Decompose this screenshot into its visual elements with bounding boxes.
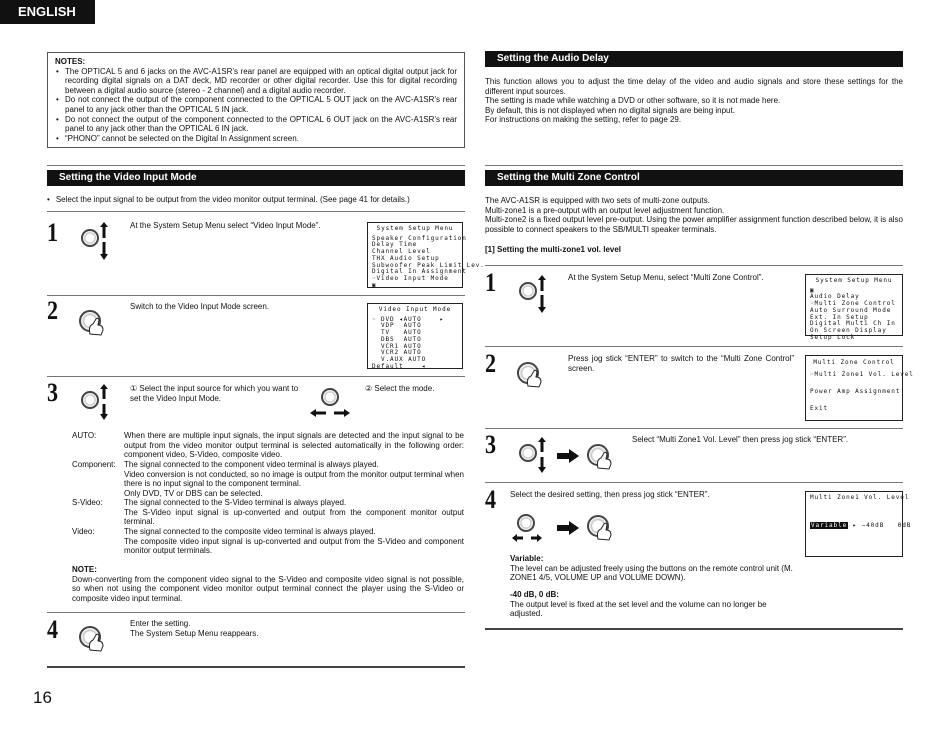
note-block <box>72 565 464 603</box>
def-term: AUTO: <box>72 431 97 440</box>
step-number: 4 <box>485 485 497 514</box>
enter-press-icon <box>78 622 106 652</box>
osd-line: Subwoofer Peak Limit Lev. <box>372 261 485 269</box>
osd-line: Digital In Assignment <box>372 268 467 276</box>
paragraph: The setting is made while watching a DVD or other software, so it is not made here. <box>485 96 781 106</box>
enter-press-icon <box>78 306 106 336</box>
paragraph: By default, this is not displayed when no digital signals are being input. <box>485 105 735 115</box>
fixed-text: The output level is fixed at the set level and the volume can no longer be adjusted. <box>510 599 767 619</box>
osd-line: DBS AUTO <box>372 335 422 343</box>
divider <box>47 612 465 613</box>
step-number: 4 <box>47 615 59 644</box>
step-number: 2 <box>485 349 497 378</box>
osd-line: ☞Multi Zone1 Vol. Level <box>810 370 914 378</box>
osd-line: Audio Delay <box>810 293 860 301</box>
osd-line: ☞ DVD ◂AUTO ▸ <box>372 315 445 323</box>
osd-system-setup-menu <box>367 222 485 289</box>
step-text: Switch to the Video Input Mode screen. <box>130 302 270 311</box>
osd-line: VDP AUTO <box>372 322 422 330</box>
osd-multi-zone1-vol-level <box>805 491 912 557</box>
osd-line: TV AUTO <box>372 329 422 337</box>
video-input-intro: • Select the input signal to be output from the video monitor output terminal. (See page 41 for details.) <box>47 195 410 204</box>
osd-line: VCR2 AUTO <box>372 349 422 357</box>
page-number: 16 <box>33 688 52 707</box>
divider <box>485 482 903 483</box>
osd-options: ▸ −40dB 0dB <box>852 522 912 530</box>
jog-stick-icon <box>80 222 120 262</box>
step-text: Select the desired setting, then press jog stick “ENTER”. <box>510 490 710 499</box>
paragraph: Multi-zone1 is a pre-output with an output level adjustment function. <box>485 205 725 215</box>
osd-line: Default ◂ <box>372 362 427 370</box>
variable-block <box>510 554 795 583</box>
mode-definitions <box>0 431 470 561</box>
osd-line: VCR1 AUTO <box>372 342 422 350</box>
list-item: • “PHONO” cannot be selected on the Digital In Assignment screen. <box>63 134 457 144</box>
osd-title: Multi Zone1 Vol. Level <box>810 494 910 501</box>
divider <box>47 295 465 296</box>
osd-line: ▣ <box>372 281 377 289</box>
osd-title: Multi Zone Control <box>813 359 895 366</box>
section-heading-multi-zone: Setting the Multi Zone Control <box>485 170 903 186</box>
enter-press-icon <box>586 440 614 470</box>
variable-title: Variable: <box>510 554 544 563</box>
def-body: The signal connected to the S-Video terminal is always played. The S-Video input signal is up-converted and output from the component monitor output terminal. <box>124 498 464 527</box>
subheading: [1] Setting the multi-zone1 vol. level <box>485 245 622 254</box>
osd-line: Delay Time <box>372 241 418 249</box>
osd-line: Channel Level <box>372 248 431 256</box>
notes-list <box>55 67 457 144</box>
divider <box>485 346 903 347</box>
arrow-right-icon <box>557 521 579 535</box>
osd-line: Power Amp Assignment <box>810 387 901 395</box>
intro-text: Select the input signal to be output from the video monitor output terminal. (See page 41 for details.) <box>55 195 410 204</box>
divider <box>485 628 903 630</box>
osd-line: ☞Multi Zone Control <box>810 300 896 308</box>
osd-line: ☞Video Input Mode <box>372 274 449 282</box>
def-term: Video: <box>72 527 95 536</box>
step-text: Select “Multi Zone1 Vol. Level” then press jog stick “ENTER”. <box>632 435 849 444</box>
jog-stick-lr-icon <box>310 384 350 420</box>
notes-title: NOTES: <box>55 57 86 66</box>
osd-line: Auto Surround Mode <box>810 306 892 314</box>
osd-system-setup-menu <box>805 274 903 341</box>
jog-stick-icon <box>80 384 120 422</box>
section-heading-audio-delay: Setting the Audio Delay <box>485 51 903 67</box>
def-body: When there are multiple input signals, the input signals are detected and the input signal to be output from the video monitor output terminal is selected automatically in the following order: component video, S-Video, composite video. <box>124 431 464 460</box>
step-number: 1 <box>485 268 497 297</box>
divider <box>485 165 903 166</box>
step-text: Press jog stick “ENTER” to switch to the “Multi Zone Control” screen. <box>568 354 794 373</box>
audio-delay-text <box>485 77 903 125</box>
paragraph: The AVC-A1SR is equipped with two sets of multi-zone outputs. <box>485 196 710 205</box>
step-number: 1 <box>47 218 59 247</box>
divider <box>485 265 903 266</box>
divider <box>47 211 465 212</box>
section-heading-video-input: Setting the Video Input Mode <box>47 170 465 186</box>
step-number: 3 <box>485 430 497 459</box>
osd-line: Setup Lock <box>810 333 856 341</box>
enter-press-icon <box>586 511 614 541</box>
step-text: At the System Setup Menu, select “Multi Zone Control”. <box>568 273 764 282</box>
osd-selected-value: Variable <box>811 522 848 530</box>
variable-text: The level can be adjusted freely using the buttons on the remote control unit (M. ZONE1 4/5, VOLUME UP and VOLUME DOWN). <box>510 563 793 583</box>
step-text-b: ② Select the mode. <box>365 384 435 393</box>
jog-stick-icon <box>518 275 558 315</box>
osd-video-input-mode <box>367 303 463 369</box>
arrow-right-icon <box>557 449 579 463</box>
def-body: The signal connected to the component video terminal is always played. Video conversion is not conducted, so no image is output from the monitor output terminal when there is no input signal to the component terminal. Only DVD, TV or DBS can be selected. <box>124 460 464 498</box>
osd-line: Speaker Configuration <box>372 234 467 242</box>
step-text-a: ① Select the input source for which you want to set the Video Input Mode. <box>130 384 299 403</box>
paragraph: For instructions on making the setting, refer to page 29. <box>485 115 682 125</box>
list-item: • The OPTICAL 5 and 6 jacks on the AVC-A1SR’s rear panel are equipped with an optical digital output jack for recording digital signals on a DAT deck, MD recorder or other digital recorder. Use this for digital recording between a digital audio source (stereo - 2 channel) and a digital audio recorder. <box>63 67 457 96</box>
paragraph: Multi-zone2 is a fixed output level pre-output. Using the power amplifier assignment function described below, it is also possible to connect speakers to the SB/MULTI speaker terminals. <box>485 215 903 234</box>
enter-press-icon <box>516 358 544 388</box>
def-term: Component: <box>72 460 116 469</box>
osd-title: System Setup Menu <box>815 277 893 284</box>
divider <box>47 376 465 377</box>
osd-line: Ext. In Setup <box>810 313 869 321</box>
multi-zone-text <box>485 196 903 234</box>
osd-line: Digital Multi Ch In <box>810 320 896 328</box>
jog-stick-icon <box>518 437 558 475</box>
language-tab: ENGLISH <box>0 0 95 24</box>
fixed-title: -40 dB, 0 dB: <box>510 590 559 599</box>
divider <box>47 165 465 166</box>
jog-stick-lr-icon <box>512 508 540 538</box>
paragraph: This function allows you to adjust the time delay of the video and audio signals and store these settings for the different input sources. <box>485 77 903 96</box>
def-term: S-Video: <box>72 498 103 507</box>
divider <box>485 428 903 429</box>
list-item: • Do not connect the output of the component connected to the OPTICAL 6 OUT jack on the AVC-A1SR’s rear panel to any jack other than the OPTICAL 6 IN jack. <box>63 115 457 134</box>
def-body: The signal connected to the composite video terminal is always played. The composite video input signal is up-converted and output from the S-Video and component monitor output terminals. <box>124 527 464 556</box>
osd-line: THX Audio Setup <box>372 254 440 262</box>
osd-multi-zone-control <box>805 355 914 421</box>
osd-line: Exit <box>810 404 829 412</box>
note-title: NOTE: <box>72 565 97 574</box>
step-number: 3 <box>47 378 59 407</box>
step-text: At the System Setup Menu select “Video Input Mode”. <box>130 221 321 230</box>
divider <box>47 666 465 668</box>
osd-line: ▣ <box>810 286 815 294</box>
notes-box <box>47 52 465 148</box>
list-item: • Do not connect the output of the component connected to the OPTICAL 5 OUT jack on the AVC-A1SR’s rear panel to any jack other than the OPTICAL 5 IN jack. <box>63 95 457 114</box>
osd-title: Video Input Mode <box>378 306 452 313</box>
osd-line: On Screen Display <box>810 326 887 334</box>
osd-title: System Setup Menu <box>376 225 454 232</box>
osd-line: V.AUX AUTO <box>372 355 427 363</box>
step-text: Enter the setting. The System Setup Menu reappears. <box>130 619 259 638</box>
fixed-block <box>510 590 795 619</box>
note-text: Down-converting from the component video signal to the S-Video and composite video signal is not possible, so when not using the component video monitor output terminal connect the player using the S-Video or composite video input terminal. <box>72 574 464 603</box>
step-number: 2 <box>47 296 59 325</box>
